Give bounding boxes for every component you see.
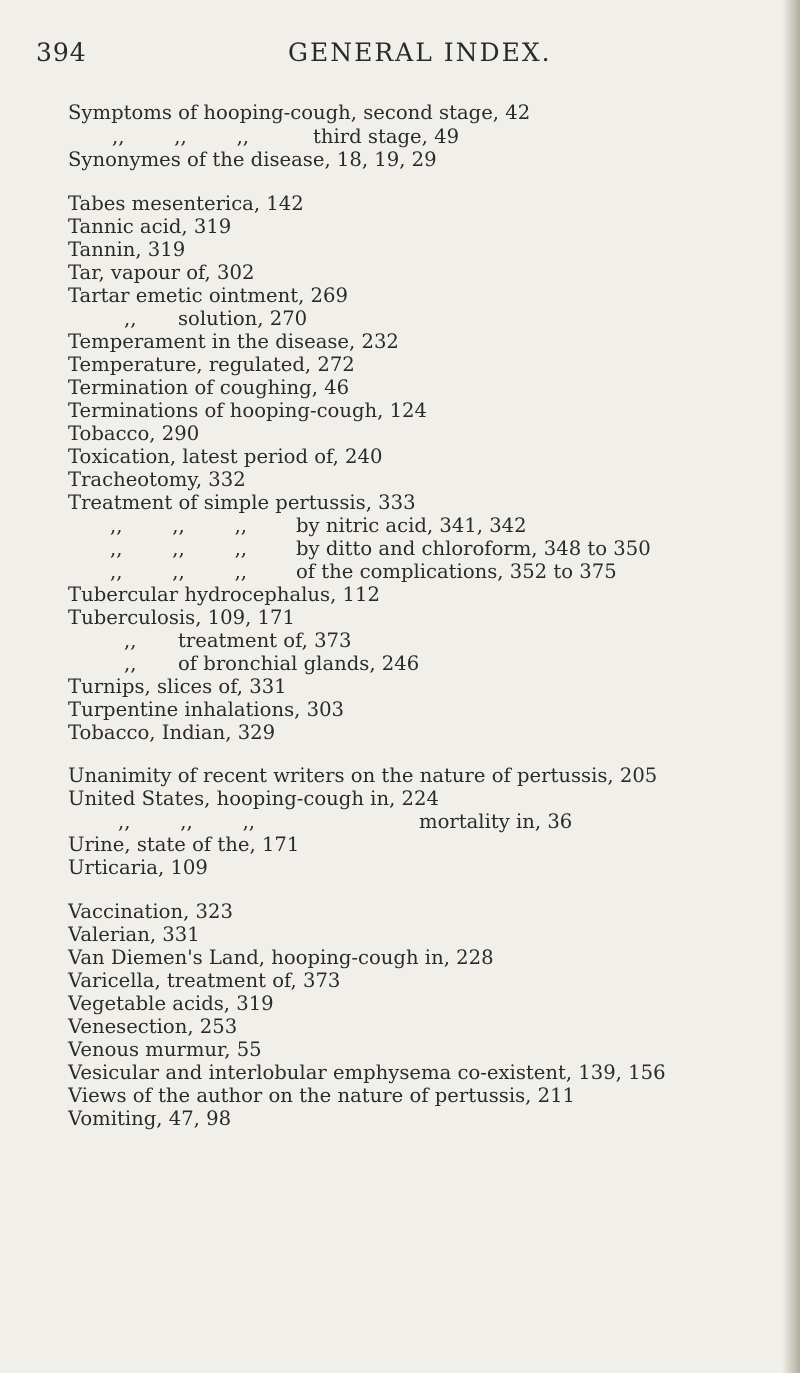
index-entry: ,, ,, ,, mortality in, 36 bbox=[118, 810, 573, 833]
page-edge-shadow bbox=[782, 0, 800, 1373]
index-entry: Vomiting, 47, 98 bbox=[68, 1107, 232, 1130]
index-entry: Tannic acid, 319 bbox=[68, 215, 232, 238]
ditto-marks: ,, bbox=[124, 629, 137, 652]
index-entry: ,, ,, ,, by nitric acid, 341, 342 bbox=[110, 514, 527, 537]
index-entry: Valerian, 331 bbox=[68, 923, 200, 946]
index-entry: Synonymes of the disease, 18, 19, 29 bbox=[68, 148, 437, 171]
index-entry: Terminations of hooping-cough, 124 bbox=[68, 399, 427, 422]
index-entry: Venous murmur, 55 bbox=[68, 1038, 262, 1061]
index-entry: ,, ,, ,, third stage, 49 bbox=[112, 125, 460, 148]
index-entry: Tartar emetic ointment, 269 bbox=[68, 284, 348, 307]
index-entry: Treatment of simple pertussis, 333 bbox=[68, 491, 416, 514]
index-entry: ,, solution, 270 bbox=[124, 307, 308, 330]
index-entry: Tuberculosis, 109, 171 bbox=[68, 606, 295, 629]
index-entry: Toxication, latest period of, 240 bbox=[68, 445, 383, 468]
index-entry: Tobacco, 290 bbox=[68, 422, 200, 445]
index-entry: United States, hooping-cough in, 224 bbox=[68, 787, 439, 810]
index-entry: Unanimity of recent writers on the nature of pertussis, 205 bbox=[68, 764, 658, 787]
index-entry: Temperature, regulated, 272 bbox=[68, 353, 355, 376]
index-entry: Venesection, 253 bbox=[68, 1015, 238, 1038]
index-entry: Vegetable acids, 319 bbox=[68, 992, 274, 1015]
index-entry: Turnips, slices of, 331 bbox=[68, 675, 287, 698]
ditto-marks: ,, ,, ,, bbox=[110, 537, 248, 560]
index-entry: Vesicular and interlobular emphysema co-existent, 139, 156 bbox=[68, 1061, 666, 1084]
page-header bbox=[36, 38, 776, 78]
ditto-marks: ,, ,, ,, bbox=[118, 810, 256, 833]
index-entry: Tannin, 319 bbox=[68, 238, 186, 261]
index-entry: Tobacco, Indian, 329 bbox=[68, 721, 276, 744]
page-number: 394 bbox=[36, 38, 87, 67]
index-entry: Turpentine inhalations, 303 bbox=[68, 698, 344, 721]
index-entry: ,, ,, ,, by ditto and chloroform, 348 to 350 bbox=[110, 537, 651, 560]
ditto-marks: ,, bbox=[124, 652, 137, 675]
index-entry: ,, treatment of, 373 bbox=[124, 629, 352, 652]
index-entry: Termination of coughing, 46 bbox=[68, 376, 350, 399]
index-entry: Vaccination, 323 bbox=[68, 900, 233, 923]
index-entry: Van Diemen's Land, hooping-cough in, 228 bbox=[68, 946, 494, 969]
index-entry: Temperament in the disease, 232 bbox=[68, 330, 399, 353]
index-entry: ,, of bronchial glands, 246 bbox=[124, 652, 420, 675]
index-entry: Tar, vapour of, 302 bbox=[68, 261, 255, 284]
index-entry: Urticaria, 109 bbox=[68, 856, 208, 879]
ditto-marks: ,, bbox=[124, 307, 137, 330]
index-entry: Urine, state of the, 171 bbox=[68, 833, 300, 856]
ditto-marks: ,, ,, ,, bbox=[112, 125, 250, 148]
index-entry: ,, ,, ,, of the complications, 352 to 375 bbox=[110, 560, 617, 583]
index-entry: Tabes mesenterica, 142 bbox=[68, 192, 304, 215]
index-entry: Tubercular hydrocephalus, 112 bbox=[68, 583, 380, 606]
index-entry: Views of the author on the nature of pertussis, 211 bbox=[68, 1084, 576, 1107]
index-entry: Symptoms of hooping-cough, second stage, 42 bbox=[68, 101, 531, 124]
index-entry: Tracheotomy, 332 bbox=[68, 468, 246, 491]
running-head: GENERAL INDEX. bbox=[288, 38, 552, 67]
ditto-marks: ,, ,, ,, bbox=[110, 560, 248, 583]
ditto-marks: ,, ,, ,, bbox=[110, 514, 248, 537]
index-entry: Varicella, treatment of, 373 bbox=[68, 969, 341, 992]
